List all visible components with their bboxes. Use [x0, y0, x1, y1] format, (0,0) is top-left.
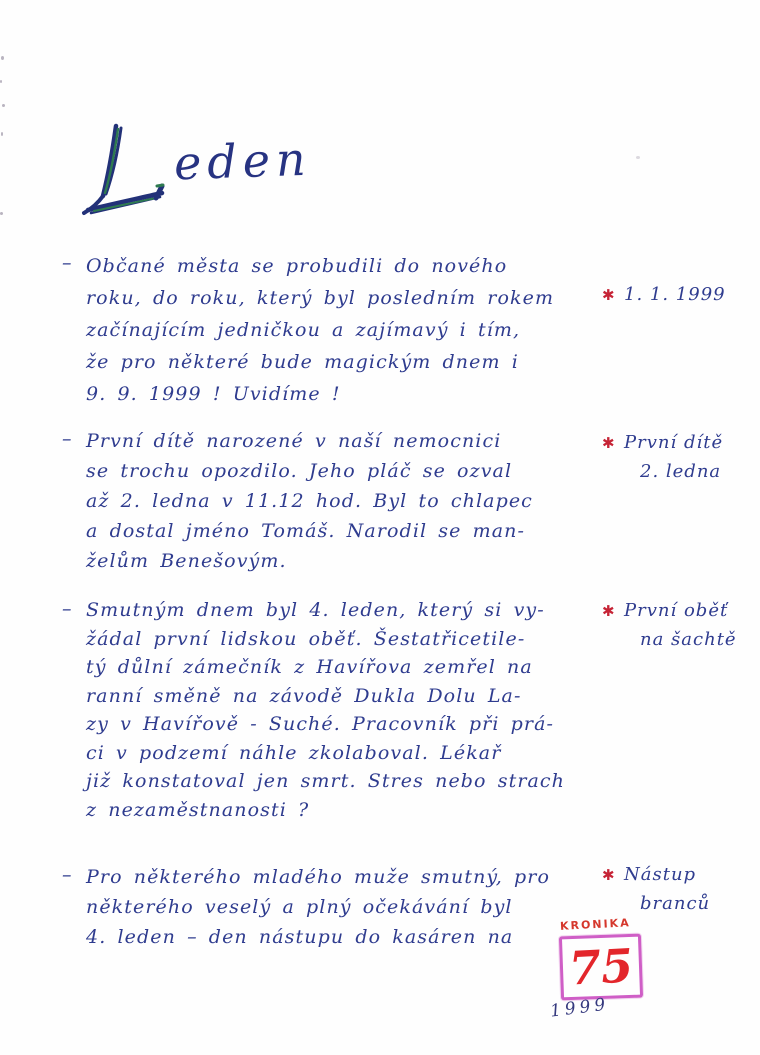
title-text: eden	[173, 131, 313, 191]
page-number: 75	[567, 938, 635, 996]
margin-note-text	[620, 860, 710, 918]
text-line: Smutným dnem byl 4. leden, který si vy-	[86, 599, 545, 621]
text-line: roku, do roku, který byl posledním rokem	[86, 287, 555, 309]
scan-speck	[0, 212, 3, 215]
stamp-box	[559, 934, 643, 1001]
margin-note-date	[602, 280, 726, 309]
asterisk-icon: ✱	[602, 602, 615, 620]
text-line: žádal první lidskou oběť. Šestatřicetile-	[86, 627, 526, 650]
entry-text	[86, 862, 566, 952]
entry-text	[86, 426, 566, 576]
entry-new-year	[62, 250, 566, 410]
text-line: 9. 9. 1999 ! Uvidíme !	[86, 383, 341, 405]
entry-dash: –	[62, 252, 72, 274]
text-line: a dostal jméno Tomáš. Narodil se man-	[86, 520, 526, 542]
entry-mine-victim	[62, 596, 566, 824]
initial-letter-l-icon	[78, 120, 178, 216]
entry-dash: –	[62, 598, 72, 620]
scan-speck	[2, 104, 5, 107]
page-title	[78, 120, 378, 220]
text-line: 4. leden – den nástupu do kasáren na	[86, 926, 514, 948]
asterisk-icon: ✱	[602, 434, 615, 452]
margin-note-first-baby	[602, 428, 723, 486]
text-line: z nezaměstnanosti ?	[86, 798, 310, 821]
text-line: želům Benešovým.	[86, 550, 287, 572]
asterisk-icon: ✱	[602, 286, 615, 304]
margin-note-mine-victim	[602, 596, 737, 654]
entry-text	[86, 250, 566, 410]
note-line: branců	[640, 893, 711, 914]
text-line: již konstatoval jen smrt. Stres nebo strach	[86, 770, 566, 792]
entry-conscripts	[62, 862, 566, 952]
margin-note-text	[620, 428, 723, 486]
text-line: až 2. ledna v 11.12 hod. Byl to chlapec	[86, 490, 533, 512]
text-line: se trochu opozdilo. Jeho pláč se ozval	[86, 460, 513, 482]
text-line: ranní směně na závodě Dukla Dolu La-	[86, 684, 522, 707]
entry-text	[86, 596, 566, 824]
scan-speck	[1, 132, 3, 136]
text-line: První dítě narozené v naší nemocnici	[86, 430, 502, 452]
note-line: 1. 1. 1999	[624, 284, 726, 305]
note-line: 2. ledna	[640, 461, 722, 482]
note-line: První oběť	[624, 600, 729, 621]
scan-speck	[1, 56, 4, 60]
entry-first-baby	[62, 426, 566, 576]
text-line: Občané města se probudili do nového	[86, 255, 508, 277]
text-line: začínajícím jedničkou a zajímavý i tím,	[86, 319, 521, 341]
text-line: zy v Havířově - Suché. Pracovník při prá-	[86, 713, 555, 735]
note-line: Nástup	[624, 864, 697, 885]
text-line: ci v podzemí náhle zkolaboval. Lékař	[86, 741, 502, 764]
note-line: První dítě	[624, 432, 724, 453]
entry-dash: –	[62, 864, 72, 886]
entry-dash: –	[62, 428, 72, 450]
text-line: některého veselý a plný očekávání byl	[86, 896, 513, 918]
margin-note-text	[620, 596, 737, 654]
scan-speck	[0, 80, 2, 83]
text-line: že pro některé bude magickým dnem i	[86, 351, 519, 373]
stamp-label: KRONIKA	[559, 916, 631, 933]
margin-note-text	[620, 280, 726, 309]
stamp-year: 1999	[549, 994, 611, 1022]
margin-note-conscripts	[602, 860, 710, 918]
scan-speck	[636, 156, 640, 159]
asterisk-icon: ✱	[602, 866, 615, 884]
text-line: tý důlní zámečník z Havířova zemřel na	[86, 656, 533, 678]
note-line: na šachtě	[640, 629, 737, 650]
text-line: Pro některého mladého muže smutný, pro	[86, 866, 551, 888]
